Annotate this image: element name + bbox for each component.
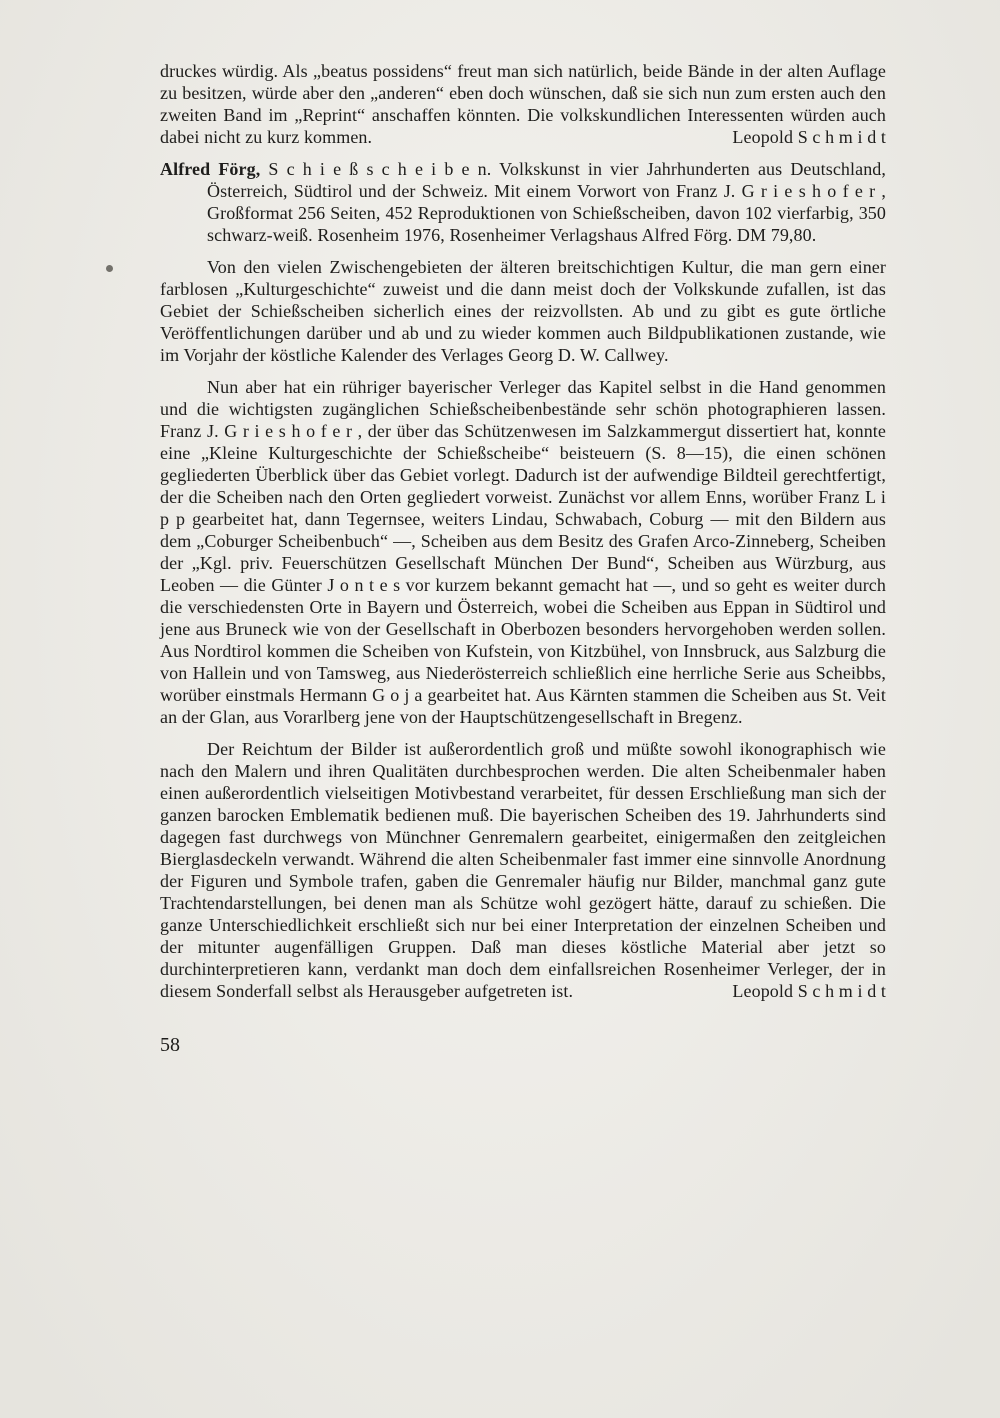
author-name: Alfred Förg, — [160, 159, 261, 179]
bibliographic-heading — [160, 158, 886, 246]
paragraph-text: Der Reichtum der Bilder ist außerordentlich groß und müßte sowohl ikonographisch wie nach den Malern und ihren Qualitäten durchbesprochen werden. Die alten Scheibenmaler haben einen außerordentlich vielseitigen Motivbestand verarbeitet, für dessen Erschließung man sich der ganzen barocken Emblematik bedienen muß. Die bayerischen Scheiben des 19. Jahrhunderts sind dagegen fast durchwegs von Münchner Genremalern gearbeitet, einigermaßen den zeitgleichen Bierglasdeckeln verwandt. Während die alten Scheibenmaler fast immer eine sinnvolle Anordnung der Figuren und Symbole trafen, gaben die Genremaler häufig nur Bilder, manchmal ganz gute Trachtendarstellungen, bei denen man als Schütze wohl gezögert hätte, darauf zu schießen. Die ganze Unterschiedlichkeit erschließt sich nur bei einer Interpretation der einzelnen Scheiben und der mitunter augenfälligen Gruppen. Daß man dieses köstliche Material aber jetzt so durchinterpretieren kann, verdankt man doch dem einfallsreichen Rosenheimer Verleger, der in diesem Sonderfall selbst als Herausgeber aufgetreten ist. — [160, 739, 886, 1001]
page-number: 58 — [160, 1034, 180, 1056]
review-paragraph: Nun aber hat ein rühriger bayerischer Verleger das Kapitel selbst in die Hand genommen und die wichtigsten zugänglichen Schießscheibenbestände sehr schön photographieren lassen. Franz J. G r i e s h o f e r , der über das Schützenwesen im Salzkammergut dissertiert hat, konnte eine „Kleine Kulturgeschichte der Schießscheibe“ beisteuern (S. 8—15), die einen schönen gegliederten Überblick über das Gebiet vorlegt. Dadurch ist der aufwendige Bildteil gerechtfertigt, der die Scheiben nach den Orten gegliedert vorweist. Zunächst vor allem Enns, worüber Franz L i p p gearbeitet hat, dann Tegernsee, weiters Lindau, Schwabach, Coburg — mit den Bildern aus dem „Coburger Scheibenbuch“ —, Scheiben aus dem Besitz des Grafen Arco-Zinneberg, Scheiben der „Kgl. priv. Feuerschützen Gesellschaft München Der Bund“, Scheiben aus Würzburg, aus Leoben — die Günter J o n t e s vor kurzem bekannt gemacht hat —, und so geht es weiter durch die verschiedensten Orte in Bayern und Österreich, wobei die Scheiben aus Eppan in Südtirol und jene aus Bruneck wie von der Gesellschaft in Oberbozen besonders hervorgehoben werden sollen. Aus Nordtirol kommen die Scheiben von Kufstein, von Kitzbühel, von Innsbruck, aus Salzburg die von Hallein und von Tamsweg, aus Niederösterreich schließlich eine herrliche Serie aus Scheibbs, worüber einstmals Hermann G o j a gearbeitet hat. Aus Kärnten stammen die Scheiben aus St. Veit an der Glan, aus Vorarlberg jene von der Hauptschützengesellschaft in Bregenz. — [160, 377, 886, 727]
bibliographic-details: S c h i e ß s c h e i b e n. Volkskunst in vier Jahrhunderten aus Deutschland, Österreich, Südtirol und der Schweiz. Mit einem Vorwort von Franz J. G r i e s h o f e r , Großformat 256 Seiten, 452 Reproduktionen von Schießscheiben, davon 102 vierfarbig, 350 schwarz-weiß. Rosenheim 1976, Rosenheimer Verlagshaus Alfred Förg. DM 79,80. — [207, 159, 886, 245]
review-paragraph — [160, 738, 886, 1002]
paragraph-previous-review-end — [160, 60, 886, 148]
reviewer-signature: Leopold S c h m i d t — [732, 127, 886, 147]
paragraph-text: druckes würdig. Als „beatus possidens“ freut man sich natürlich, beide Bände in der alten Auflage zu besitzen, würde aber den „anderen“ eben doch wünschen, daß sie sich nun zum ersten auch den zweiten Band im „Reprint“ anschaffen könnten. Die volkskundlichen Interessenten würden auch dabei nicht zu kurz kommen. — [160, 61, 886, 147]
scan-artifact-speck — [106, 265, 113, 272]
text-column — [160, 60, 886, 1057]
reviewer-signature: Leopold S c h m i d t — [732, 981, 886, 1001]
review-paragraph: Von den vielen Zwischengebieten der älteren breitschichtigen Kultur, die man gern einer farblosen „Kulturgeschichte“ zuweist und die dann meist doch der Volkskunde zufallen, ist das Gebiet der Schießscheiben sicherlich eines der reizvollsten. Ab und zu gibt es gute örtliche Veröffentlichungen darüber und ab und zu wieder kommen auch Bildpublikationen zustande, wie im Vorjahr der köstliche Kalender des Verlages Georg D. W. Callwey. — [160, 257, 886, 365]
